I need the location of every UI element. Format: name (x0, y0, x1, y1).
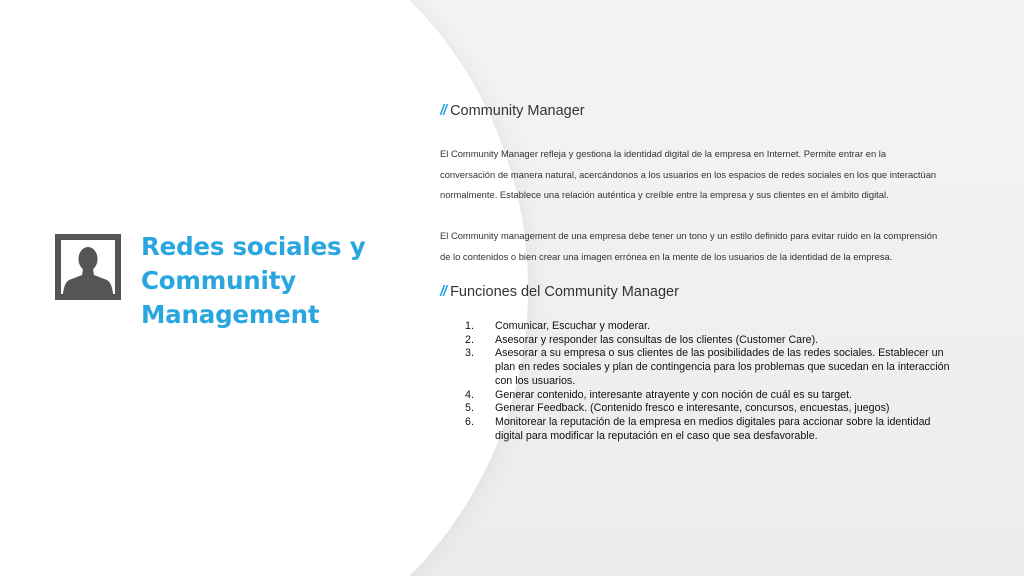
list-item (459, 402, 999, 416)
heading-text: Community Manager (450, 103, 585, 119)
list-item (459, 416, 999, 443)
list-text (495, 320, 999, 334)
list-line: Monitorear la reputación de la empresa en medios digitales para accionar sobre la identidad (495, 415, 931, 428)
section-heading-community-manager (440, 103, 585, 119)
paragraph-line: de lo contenidos o bien crear una imagen errónea en la mente de los usuarios de la identidad de la empresa. (440, 250, 893, 262)
list-number: 4. (465, 388, 474, 401)
paragraph-line: conversación de manera natural, acercándonos a los usuarios en los espacios de redes sociales en los que interactúan (440, 168, 937, 180)
list-text (495, 402, 999, 416)
slash-marker: // (440, 103, 447, 119)
list-text (495, 389, 999, 403)
list-line: digital para modificar la reputación en el caso que sea desfavorable. (495, 429, 818, 442)
list-text (495, 416, 999, 443)
list-number: 5. (465, 402, 474, 415)
section-heading-funciones (440, 284, 679, 300)
paragraph-line: normalmente. Establece una relación auténtica y creíble entre la empresa y sus clientes en el ámbito digital. (440, 189, 889, 201)
list-line: Asesorar y responder las consultas de los clientes (Customer Care). (495, 333, 819, 346)
list-number: 1. (465, 320, 474, 332)
list-line: Comunicar, Escuchar y moderar. (495, 320, 651, 332)
paragraph-line: El Community management de una empresa debe tener un tono y un estilo definido para evitar ruido en la comprensión (440, 230, 938, 241)
title-line: Management (141, 300, 320, 329)
paragraph-line: El Community Manager refleja y gestiona la identidad digital de la empresa en Internet. Permite entrar en la (440, 148, 887, 159)
list-line: con los usuarios. (495, 374, 576, 387)
list-number: 2. (465, 333, 474, 346)
title-line: Redes sociales y (141, 232, 366, 261)
list-text (495, 347, 999, 388)
list-line: Asesorar a su empresa o sus clientes de las posibilidades de las redes sociales. Establecer un (495, 347, 944, 360)
list-item (459, 334, 999, 348)
list-line: Generar Feedback. (Contenido fresco e interesante, concursos, encuestas, juegos) (495, 402, 890, 415)
title-line: Community (141, 266, 297, 295)
functions-list (459, 320, 999, 443)
list-text (495, 334, 999, 348)
intro-paragraph (440, 144, 1010, 206)
list-item (459, 347, 999, 388)
list-number: 6. (465, 415, 474, 428)
list-line: Generar contenido, interesante atrayente y con noción de cuál es su target. (495, 388, 853, 401)
list-line: plan en redes sociales y plan de contingencia para los problemas que sucedan en la interacción (495, 361, 950, 374)
slide-title (141, 230, 421, 332)
list-number: 3. (465, 347, 474, 360)
second-paragraph (440, 226, 1010, 267)
list-item (459, 389, 999, 403)
heading-text: Funciones del Community Manager (450, 284, 679, 300)
list-item (459, 320, 999, 334)
user-silhouette-icon (55, 234, 121, 300)
slash-marker: // (440, 284, 447, 300)
